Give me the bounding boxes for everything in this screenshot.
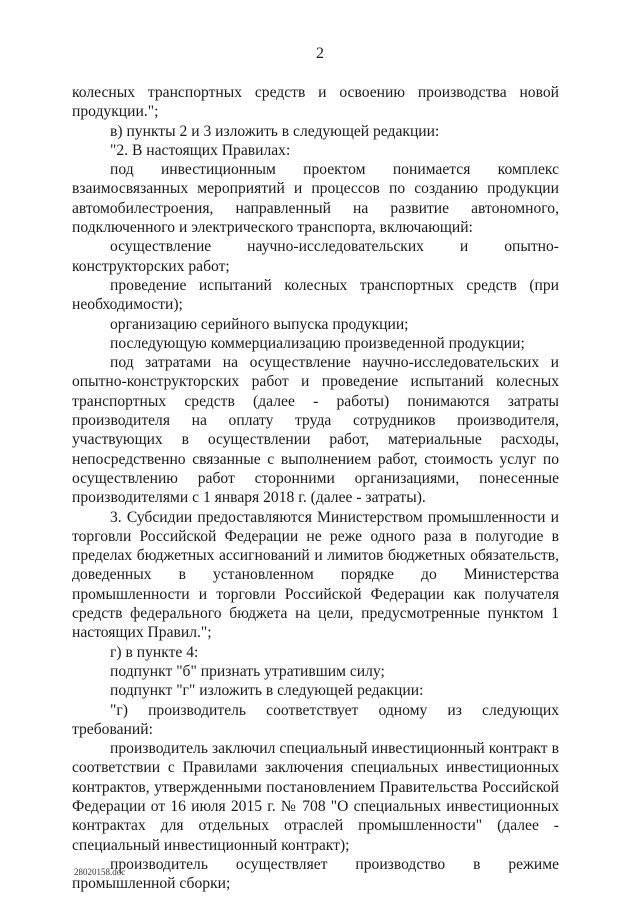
paragraph: 3. Субсидии предоставляются Министерством промышленности и торговли Российской Федерации не реже одного раза в полугодие в пределах бюджетных ассигнований и лимитов бюджетных обязательств, доведенных в установленном порядке до Министерства промышленности и торговли Российской Федерации как получателя средств федерального бюджета на цели, предусмотренные пунктом 1 настоящих Правил."; xyxy=(72,508,559,642)
paragraph: под затратами на осуществление научно-исследовательских и опытно-конструкторских работ и проведение испытаний колесных транспортных средств (далее - работы) понимаются затраты производителя на оплату труда сотрудников производителя, участвующих в осуществлении работ, материальные расходы, непосредственно связанные с выполнением работ, стоимость услуг по осуществлению работ сторонними организациями, понесенные производителями с 1 января 2018 г. (далее - затраты). xyxy=(72,354,559,507)
paragraph: организацию серийного выпуска продукции; xyxy=(110,315,409,333)
file-code: 28020158.doc xyxy=(74,867,126,877)
paragraph: подпункт "б" признать утратившим силу; xyxy=(110,662,385,680)
paragraph: "2. В настоящих Правилах: xyxy=(110,141,291,159)
document-body xyxy=(72,83,559,893)
paragraph: производитель заключил специальный инвестиционный контракт в соответствии с Правилами заключения специальных инвестиционных контрактов, утвержденными постановлением Правительства Российской Федерации от 16 июля 2015 г. № 708 "О специальных инвестиционных контрактах для отдельных отраслей промышленности" (далее - специальный инвестиционный контракт); xyxy=(72,740,559,854)
paragraph: в) пункты 2 и 3 изложить в следующей редакции: xyxy=(110,122,440,140)
paragraph: колесных транспортных средств и освоению производства новой продукции."; xyxy=(72,84,559,121)
paragraph: производитель осуществляет производство в режиме промышленной сборки; xyxy=(72,855,559,893)
paragraph: осуществление научно-исследовательских и опытно-конструкторских работ; xyxy=(72,238,559,275)
paragraph: проведение испытаний колесных транспортных средств (при необходимости); xyxy=(72,276,559,314)
paragraph: "г) производитель соответствует одному из следующих требований: xyxy=(72,701,559,738)
paragraph: подпункт "г" изложить в следующей редакции: xyxy=(110,682,424,700)
paragraph: г) в пункте 4: xyxy=(110,643,199,661)
paragraph: последующую коммерциализацию произведенной продукции; xyxy=(110,334,525,352)
paragraph: под инвестиционным проектом понимается комплекс взаимосвязанных мероприятий и процессов по созданию продукции автомобилестроения, направленный на развитие автономного, подключенного и электрического транспорта, включающий: xyxy=(72,161,559,237)
page-number: 2 xyxy=(316,45,324,62)
